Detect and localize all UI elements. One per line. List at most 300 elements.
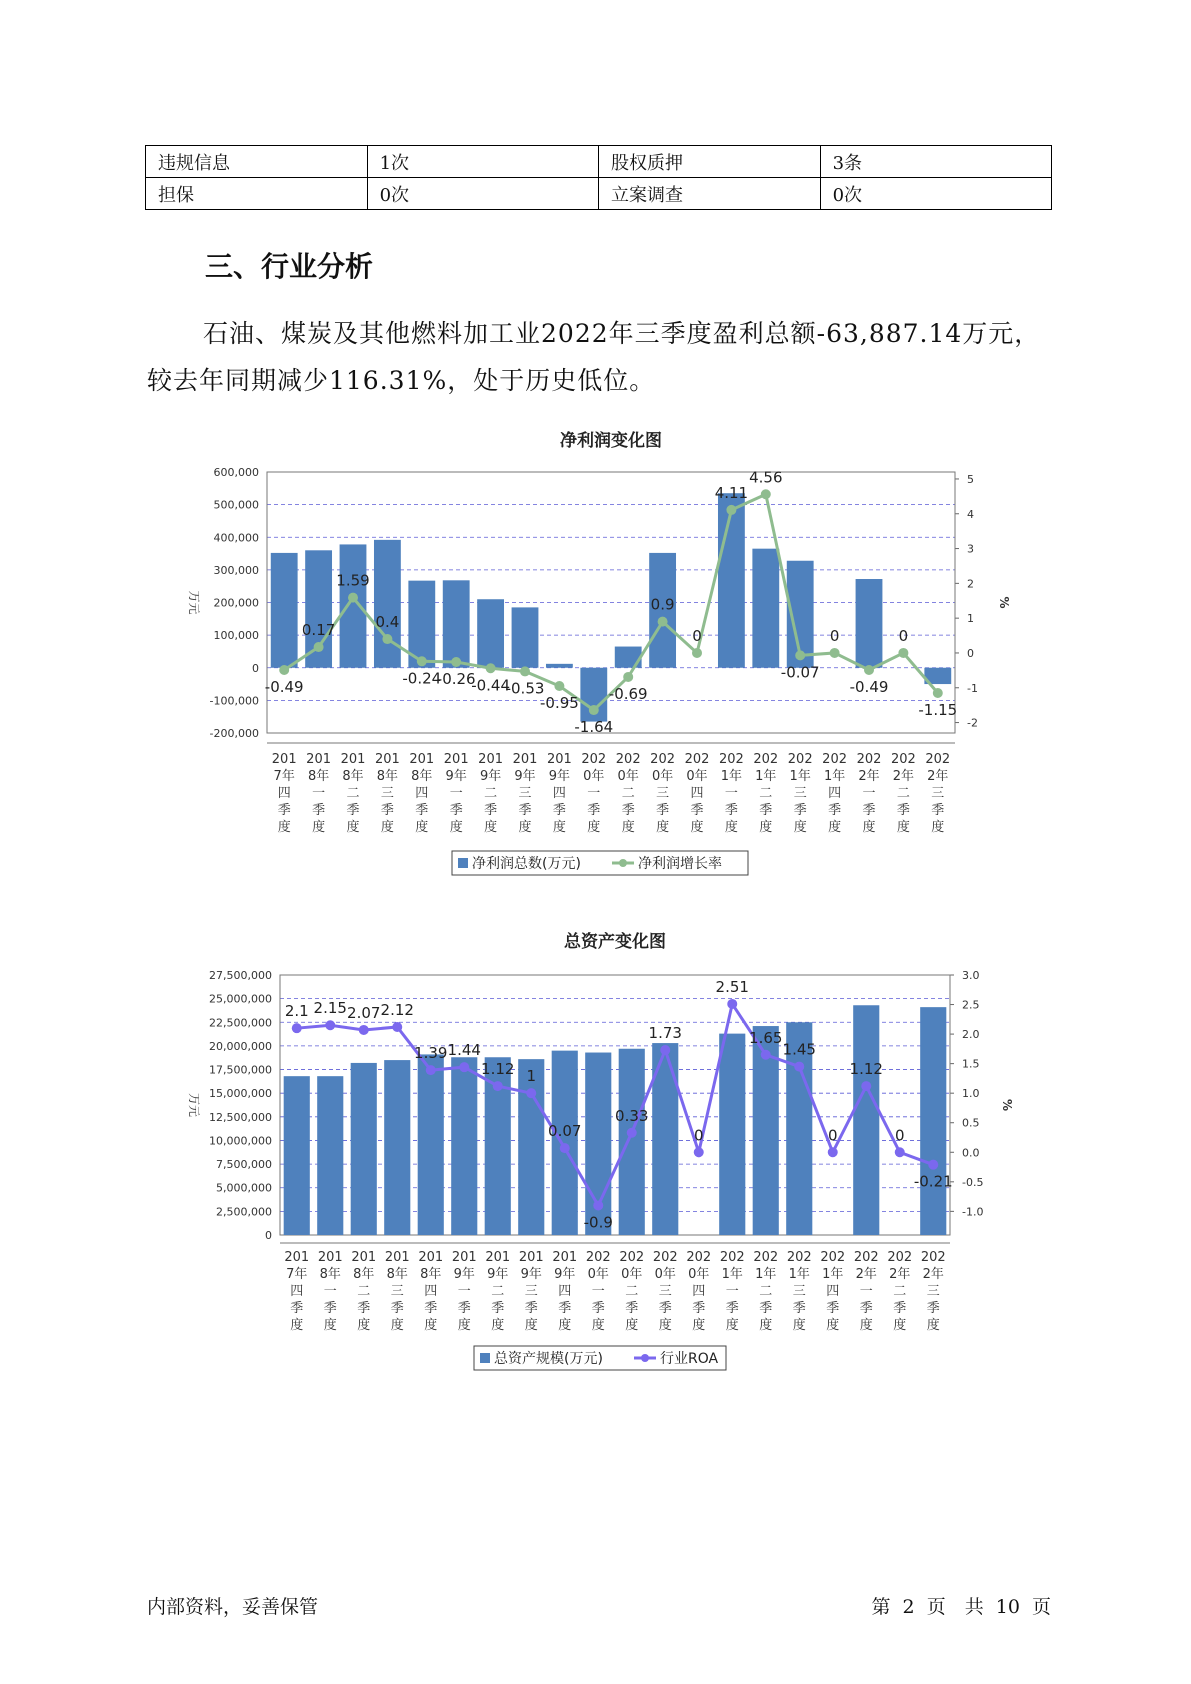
x-tick-label: 季: [346, 803, 360, 818]
x-tick-label: 季: [725, 1301, 739, 1316]
y2-tick-label: 0.0: [962, 1146, 980, 1160]
y-tick-label: 15,000,000: [209, 1087, 272, 1101]
x-tick-label: 季: [457, 1301, 471, 1316]
x-tick-label: 季: [290, 1301, 304, 1316]
line-point: [727, 999, 737, 1009]
x-tick-label: 1年: [823, 769, 846, 784]
x-tick-label: 一: [587, 786, 601, 801]
x-tick-label: 度: [415, 820, 429, 835]
x-tick-label: 三: [793, 786, 807, 801]
table-cell: 1次: [367, 146, 598, 178]
x-tick-label: 季: [524, 1301, 538, 1316]
x-tick-label: 202: [684, 752, 710, 767]
x-tick-label: 201: [418, 1250, 444, 1265]
x-tick-label: 度: [656, 820, 670, 835]
x-tick-label: 四: [277, 786, 291, 801]
x-tick-label: 201: [351, 1250, 377, 1265]
x-tick-label: 四: [552, 786, 566, 801]
x-tick-label: 度: [552, 820, 566, 835]
y-tick-label: 400,000: [213, 531, 259, 545]
info-table: [145, 145, 1052, 210]
data-label: 1.59: [336, 571, 370, 590]
y2-tick-label: -0.5: [962, 1175, 984, 1189]
total-assets-chart-svg: [0, 925, 1191, 1385]
total-assets-chart: [0, 925, 1191, 1385]
x-tick-label: 度: [312, 820, 326, 835]
x-tick-label: 1年: [789, 769, 811, 784]
line-point: [292, 1023, 302, 1033]
x-tick-label: 度: [926, 1318, 940, 1333]
data-label: -0.26: [436, 670, 476, 689]
data-label: 1.44: [447, 1041, 481, 1060]
x-tick-label: 度: [792, 1318, 806, 1333]
bar: [719, 1034, 745, 1235]
x-tick-label: 度: [290, 1318, 304, 1333]
x-tick-label: 四: [828, 786, 842, 801]
x-tick-label: 201: [384, 1250, 410, 1265]
x-tick-label: 三: [656, 786, 670, 801]
x-tick-label: 季: [518, 803, 532, 818]
y-tick-label: 25,000,000: [209, 992, 272, 1006]
x-tick-label: 8年: [342, 769, 364, 784]
x-tick-label: 度: [826, 1318, 840, 1333]
bar: [512, 607, 539, 667]
data-label: 2.15: [313, 999, 347, 1018]
x-tick-label: 202: [719, 1250, 745, 1265]
x-tick-label: 度: [896, 820, 910, 835]
x-tick-label: 9年: [554, 1267, 576, 1282]
data-label: -0.49: [849, 678, 889, 697]
y2-axis-title: %: [997, 596, 1011, 609]
x-tick-label: 201: [284, 1250, 310, 1265]
x-tick-label: 度: [346, 820, 360, 835]
data-label: 2.12: [380, 1001, 414, 1019]
x-tick-label: 202: [585, 1250, 611, 1265]
x-tick-label: 度: [491, 1318, 505, 1333]
line-point: [761, 1050, 771, 1060]
data-label: -0.9: [583, 1213, 613, 1232]
line-point: [451, 657, 461, 667]
x-tick-label: 三: [658, 1284, 672, 1299]
x-tick-label: 季: [558, 1301, 572, 1316]
x-tick-label: 季: [312, 803, 326, 818]
line-point: [589, 705, 599, 715]
data-label: 1.12: [849, 1060, 883, 1079]
legend-bar-swatch: [458, 858, 468, 868]
x-tick-label: 201: [485, 1250, 511, 1265]
x-tick-label: 201: [271, 752, 297, 767]
line-point: [348, 593, 358, 603]
table-cell: 违规信息: [146, 146, 368, 178]
y-axis-title: 万元: [187, 590, 201, 615]
y2-tick-label: 3: [967, 542, 974, 556]
x-tick-label: 9年: [445, 769, 467, 784]
x-tick-label: 度: [424, 1318, 438, 1333]
line-point: [526, 1088, 536, 1098]
x-tick-label: 度: [621, 820, 635, 835]
x-tick-label: 1年: [755, 1267, 777, 1282]
x-tick-label: 季: [759, 1301, 773, 1316]
x-tick-label: 202: [856, 752, 882, 767]
x-tick-label: 2年: [922, 1267, 944, 1282]
line-point: [795, 650, 805, 660]
x-tick-label: 1年: [755, 769, 777, 784]
bar: [418, 1054, 444, 1235]
x-tick-label: 三: [792, 1284, 806, 1299]
data-label: -0.69: [608, 684, 648, 703]
y-tick-label: 500,000: [213, 498, 259, 512]
bar: [856, 579, 883, 668]
x-tick-label: 二: [484, 786, 498, 801]
x-tick-label: 三: [931, 786, 945, 801]
data-label: 4.11: [714, 483, 749, 502]
x-tick-label: 三: [518, 786, 532, 801]
x-tick-label: 季: [552, 803, 566, 818]
bar: [384, 1060, 410, 1235]
x-tick-label: 季: [390, 1301, 404, 1316]
y2-tick-label: 2: [967, 577, 974, 591]
x-tick-label: 8年: [353, 1267, 375, 1282]
data-label: 0: [692, 626, 702, 645]
data-label: -0.49: [264, 678, 304, 697]
chart-title: 总资产变化图: [564, 932, 666, 952]
x-tick-label: 季: [277, 803, 291, 818]
line-point: [658, 617, 668, 627]
x-tick-label: 0年: [621, 1267, 643, 1282]
x-tick-label: 度: [725, 1318, 739, 1333]
x-tick-label: 202: [652, 1250, 678, 1265]
x-tick-label: 度: [690, 820, 704, 835]
legend-line-marker: [641, 1354, 649, 1362]
legend-line-label: 净利润增长率: [638, 856, 722, 872]
data-label: -0.24: [402, 669, 442, 688]
line-point: [794, 1062, 804, 1072]
x-tick-label: 202: [753, 752, 779, 767]
x-tick-label: 二: [346, 786, 360, 801]
x-tick-label: 202: [853, 1250, 879, 1265]
x-tick-label: 季: [449, 803, 463, 818]
x-tick-label: 四: [290, 1284, 304, 1299]
x-tick-label: 8年: [411, 769, 433, 784]
x-tick-label: 201: [512, 752, 538, 767]
chart-title: 净利润变化图: [560, 431, 662, 451]
x-tick-label: 8年: [307, 769, 330, 784]
y-tick-label: 300,000: [213, 563, 259, 577]
data-label: 2.51: [715, 977, 749, 996]
x-tick-label: 季: [591, 1301, 605, 1316]
x-tick-label: 度: [587, 820, 601, 835]
line-point: [279, 665, 289, 675]
x-tick-label: 一: [859, 1284, 873, 1299]
x-tick-label: 1年: [788, 1267, 810, 1282]
x-tick-label: 二: [625, 1284, 639, 1299]
x-tick-label: 季: [793, 803, 807, 818]
data-label: 1.12: [481, 1060, 515, 1079]
x-tick-label: 季: [896, 803, 910, 818]
line-point: [898, 648, 908, 658]
x-tick-label: 2年: [889, 1267, 911, 1282]
x-tick-label: 201: [374, 752, 400, 767]
x-tick-label: 8年: [386, 1267, 408, 1282]
data-label: -0.44: [471, 676, 511, 695]
x-tick-label: 季: [658, 1301, 672, 1316]
y2-tick-label: 2.5: [962, 998, 980, 1012]
x-tick-label: 9年: [479, 769, 502, 784]
x-tick-label: 季: [323, 1301, 337, 1316]
x-tick-label: 季: [587, 803, 601, 818]
x-tick-label: 季: [828, 803, 842, 818]
x-tick-label: 1年: [720, 769, 743, 784]
net-profit-chart: [0, 425, 1191, 890]
x-tick-label: 0年: [617, 769, 639, 784]
x-tick-label: 度: [724, 820, 738, 835]
x-tick-label: 0年: [686, 769, 708, 784]
data-label: 2.1: [284, 1002, 309, 1021]
x-tick-label: 7年: [273, 769, 295, 784]
line-point: [593, 1200, 603, 1210]
x-tick-label: 二: [491, 1284, 505, 1299]
x-tick-label: 9年: [453, 1267, 475, 1282]
x-tick-label: 度: [931, 820, 945, 835]
bar: [477, 599, 504, 668]
x-tick-label: 度: [518, 820, 532, 835]
x-tick-label: 一: [724, 786, 738, 801]
x-tick-label: 2年: [927, 769, 949, 784]
x-tick-label: 1年: [721, 1267, 743, 1282]
x-tick-label: 202: [822, 752, 848, 767]
data-label: 0: [693, 1126, 704, 1145]
x-tick-label: 度: [323, 1318, 337, 1333]
x-tick-label: 202: [615, 752, 641, 767]
y-tick-label: 10,000,000: [209, 1134, 272, 1148]
x-tick-label: 二: [759, 1284, 773, 1299]
x-tick-label: 度: [692, 1318, 706, 1333]
x-tick-label: 季: [759, 803, 773, 818]
x-tick-label: 季: [931, 803, 945, 818]
x-tick-label: 202: [787, 752, 813, 767]
y2-tick-label: 3.0: [962, 969, 980, 982]
x-tick-label: 季: [357, 1301, 371, 1316]
x-tick-label: 三: [380, 786, 394, 801]
data-label: 0.33: [615, 1106, 649, 1125]
x-tick-label: 201: [340, 752, 366, 767]
data-label: 0: [827, 1126, 838, 1145]
data-label: 0.9: [650, 595, 675, 614]
x-tick-label: 202: [718, 752, 744, 767]
line-point: [726, 505, 736, 515]
data-label: 2.07: [347, 1003, 381, 1022]
x-tick-label: 季: [656, 803, 670, 818]
y2-tick-label: 1: [967, 612, 974, 626]
x-tick-label: 季: [859, 1301, 873, 1316]
x-tick-label: 201: [443, 752, 469, 767]
y-tick-label: 20,000,000: [209, 1039, 272, 1053]
x-tick-label: 2年: [855, 1267, 877, 1282]
x-tick-label: 度: [759, 1318, 773, 1333]
data-label: 1.39: [414, 1044, 448, 1063]
line-point: [325, 1020, 335, 1030]
bar: [552, 1051, 578, 1235]
line-point: [627, 1128, 637, 1138]
x-tick-label: 度: [524, 1318, 538, 1333]
y-tick-label: 600,000: [213, 466, 259, 479]
data-label: 1.45: [782, 1040, 816, 1059]
x-tick-label: 202: [820, 1250, 846, 1265]
x-tick-label: 度: [449, 820, 463, 835]
y-tick-label: -200,000: [209, 727, 259, 740]
x-tick-label: 季: [826, 1301, 840, 1316]
bar: [284, 1076, 310, 1235]
x-tick-label: 季: [621, 803, 635, 818]
y2-tick-label: -1.0: [962, 1205, 984, 1219]
page-prefix: 第: [871, 1596, 891, 1618]
x-tick-label: 一: [862, 786, 876, 801]
x-tick-label: 9年: [520, 1267, 542, 1282]
section-title: 三、行业分析: [205, 250, 374, 283]
y-tick-label: 7,500,000: [216, 1158, 272, 1172]
x-tick-label: 二: [893, 1284, 907, 1299]
bar: [853, 1005, 879, 1235]
x-tick-label: 202: [753, 1250, 779, 1265]
page-current: 2: [902, 1596, 915, 1618]
x-tick-label: 季: [724, 803, 738, 818]
legend-bar-label: 总资产规模(万元): [494, 1351, 603, 1367]
line-point: [392, 1022, 402, 1032]
line-point: [933, 688, 943, 698]
line-point: [861, 1081, 871, 1091]
line-point: [761, 489, 771, 499]
x-tick-label: 201: [409, 752, 435, 767]
data-label: 1.73: [648, 1024, 682, 1043]
bar: [451, 1057, 477, 1235]
x-tick-label: 三: [926, 1284, 940, 1299]
x-tick-label: 201: [478, 752, 504, 767]
x-tick-label: 度: [625, 1318, 639, 1333]
bar: [619, 1049, 645, 1235]
line-point: [928, 1160, 938, 1170]
analysis-paragraph: 石油、煤炭及其他燃料加工业2022年三季度盈利总额-63,887.14万元，较去年同期减少116.31%，处于历史低位。: [147, 319, 1041, 395]
y2-tick-label: 2.0: [962, 1028, 980, 1042]
x-tick-label: 季: [792, 1301, 806, 1316]
y-tick-label: 5,000,000: [216, 1181, 272, 1195]
legend-line-marker: [619, 859, 627, 867]
data-label: -1.15: [918, 700, 958, 719]
y-tick-label: 200,000: [213, 596, 259, 610]
x-tick-label: 度: [380, 820, 394, 835]
data-label: 0.4: [375, 613, 400, 632]
x-tick-label: 0年: [587, 1267, 609, 1282]
x-tick-label: 季: [926, 1301, 940, 1316]
line-point: [493, 1081, 503, 1091]
data-label: -0.53: [505, 679, 545, 698]
data-label: 0: [829, 626, 840, 645]
bar: [518, 1059, 544, 1235]
x-tick-label: 度: [759, 820, 773, 835]
y2-tick-label: 5: [967, 472, 974, 486]
y2-tick-label: -1: [967, 681, 978, 695]
x-tick-label: 二: [896, 786, 910, 801]
data-label: 0.07: [548, 1122, 582, 1141]
x-tick-label: 8年: [420, 1267, 442, 1282]
line-point: [554, 681, 564, 691]
table-cell: 0次: [367, 178, 598, 210]
x-tick-label: 四: [826, 1284, 840, 1299]
x-tick-label: 季: [415, 803, 429, 818]
data-label: -0.21: [913, 1172, 953, 1191]
x-tick-label: 202: [786, 1250, 812, 1265]
x-tick-label: 202: [619, 1250, 645, 1265]
x-tick-label: 0年: [651, 769, 674, 784]
line-point: [828, 1147, 838, 1157]
x-tick-label: 度: [859, 1318, 873, 1333]
x-tick-label: 三: [524, 1284, 538, 1299]
x-tick-label: 0年: [688, 1267, 710, 1282]
line-point: [694, 1147, 704, 1157]
table-cell: 0次: [820, 178, 1051, 210]
page-suffix: 页: [1031, 1596, 1051, 1618]
footer-note: 内部资料，妥善保管: [147, 1596, 319, 1618]
x-tick-label: 7年: [286, 1267, 308, 1282]
x-tick-label: 一: [457, 1284, 471, 1299]
table-cell: 担保: [146, 178, 368, 210]
table-cell: 股权质押: [598, 146, 820, 178]
x-tick-label: 季: [692, 1301, 706, 1316]
bar: [340, 544, 367, 667]
bar: [443, 580, 470, 667]
x-tick-label: 度: [558, 1318, 572, 1333]
x-tick-label: 一: [312, 786, 326, 801]
x-tick-label: 8年: [319, 1267, 341, 1282]
table-cell: 3条: [820, 146, 1051, 178]
bar: [546, 664, 573, 668]
x-tick-label: 度: [828, 820, 842, 835]
page-mid: 页 共: [926, 1596, 984, 1618]
x-tick-label: 度: [862, 820, 876, 835]
x-tick-label: 度: [390, 1318, 404, 1333]
x-tick-label: 三: [390, 1284, 404, 1299]
x-tick-label: 季: [625, 1301, 639, 1316]
line-point: [520, 666, 530, 676]
x-tick-label: 二: [759, 786, 773, 801]
x-tick-label: 四: [415, 786, 429, 801]
x-tick-label: 度: [277, 820, 291, 835]
x-tick-label: 度: [591, 1318, 605, 1333]
bar: [752, 549, 779, 668]
x-tick-label: 度: [457, 1318, 471, 1333]
line-point: [660, 1045, 670, 1055]
x-tick-label: 二: [357, 1284, 371, 1299]
x-tick-label: 201: [317, 1250, 343, 1265]
x-tick-label: 2年: [892, 769, 915, 784]
x-tick-label: 202: [890, 752, 916, 767]
line-point: [486, 663, 496, 673]
y2-tick-label: 0: [967, 646, 974, 660]
y-tick-label: 17,500,000: [209, 1063, 272, 1077]
x-tick-label: 202: [887, 1250, 913, 1265]
y2-tick-label: -2: [967, 716, 978, 730]
y2-tick-label: 4: [967, 507, 974, 521]
x-tick-label: 9年: [514, 769, 536, 784]
data-label: -0.95: [539, 694, 579, 713]
x-tick-label: 四: [558, 1284, 572, 1299]
line-point: [895, 1147, 905, 1157]
x-tick-label: 201: [552, 1250, 578, 1265]
x-tick-label: 一: [725, 1284, 739, 1299]
x-tick-label: 四: [690, 786, 704, 801]
y-tick-label: 27,500,000: [209, 969, 272, 982]
x-tick-label: 季: [862, 803, 876, 818]
data-label: 0: [894, 1126, 905, 1145]
